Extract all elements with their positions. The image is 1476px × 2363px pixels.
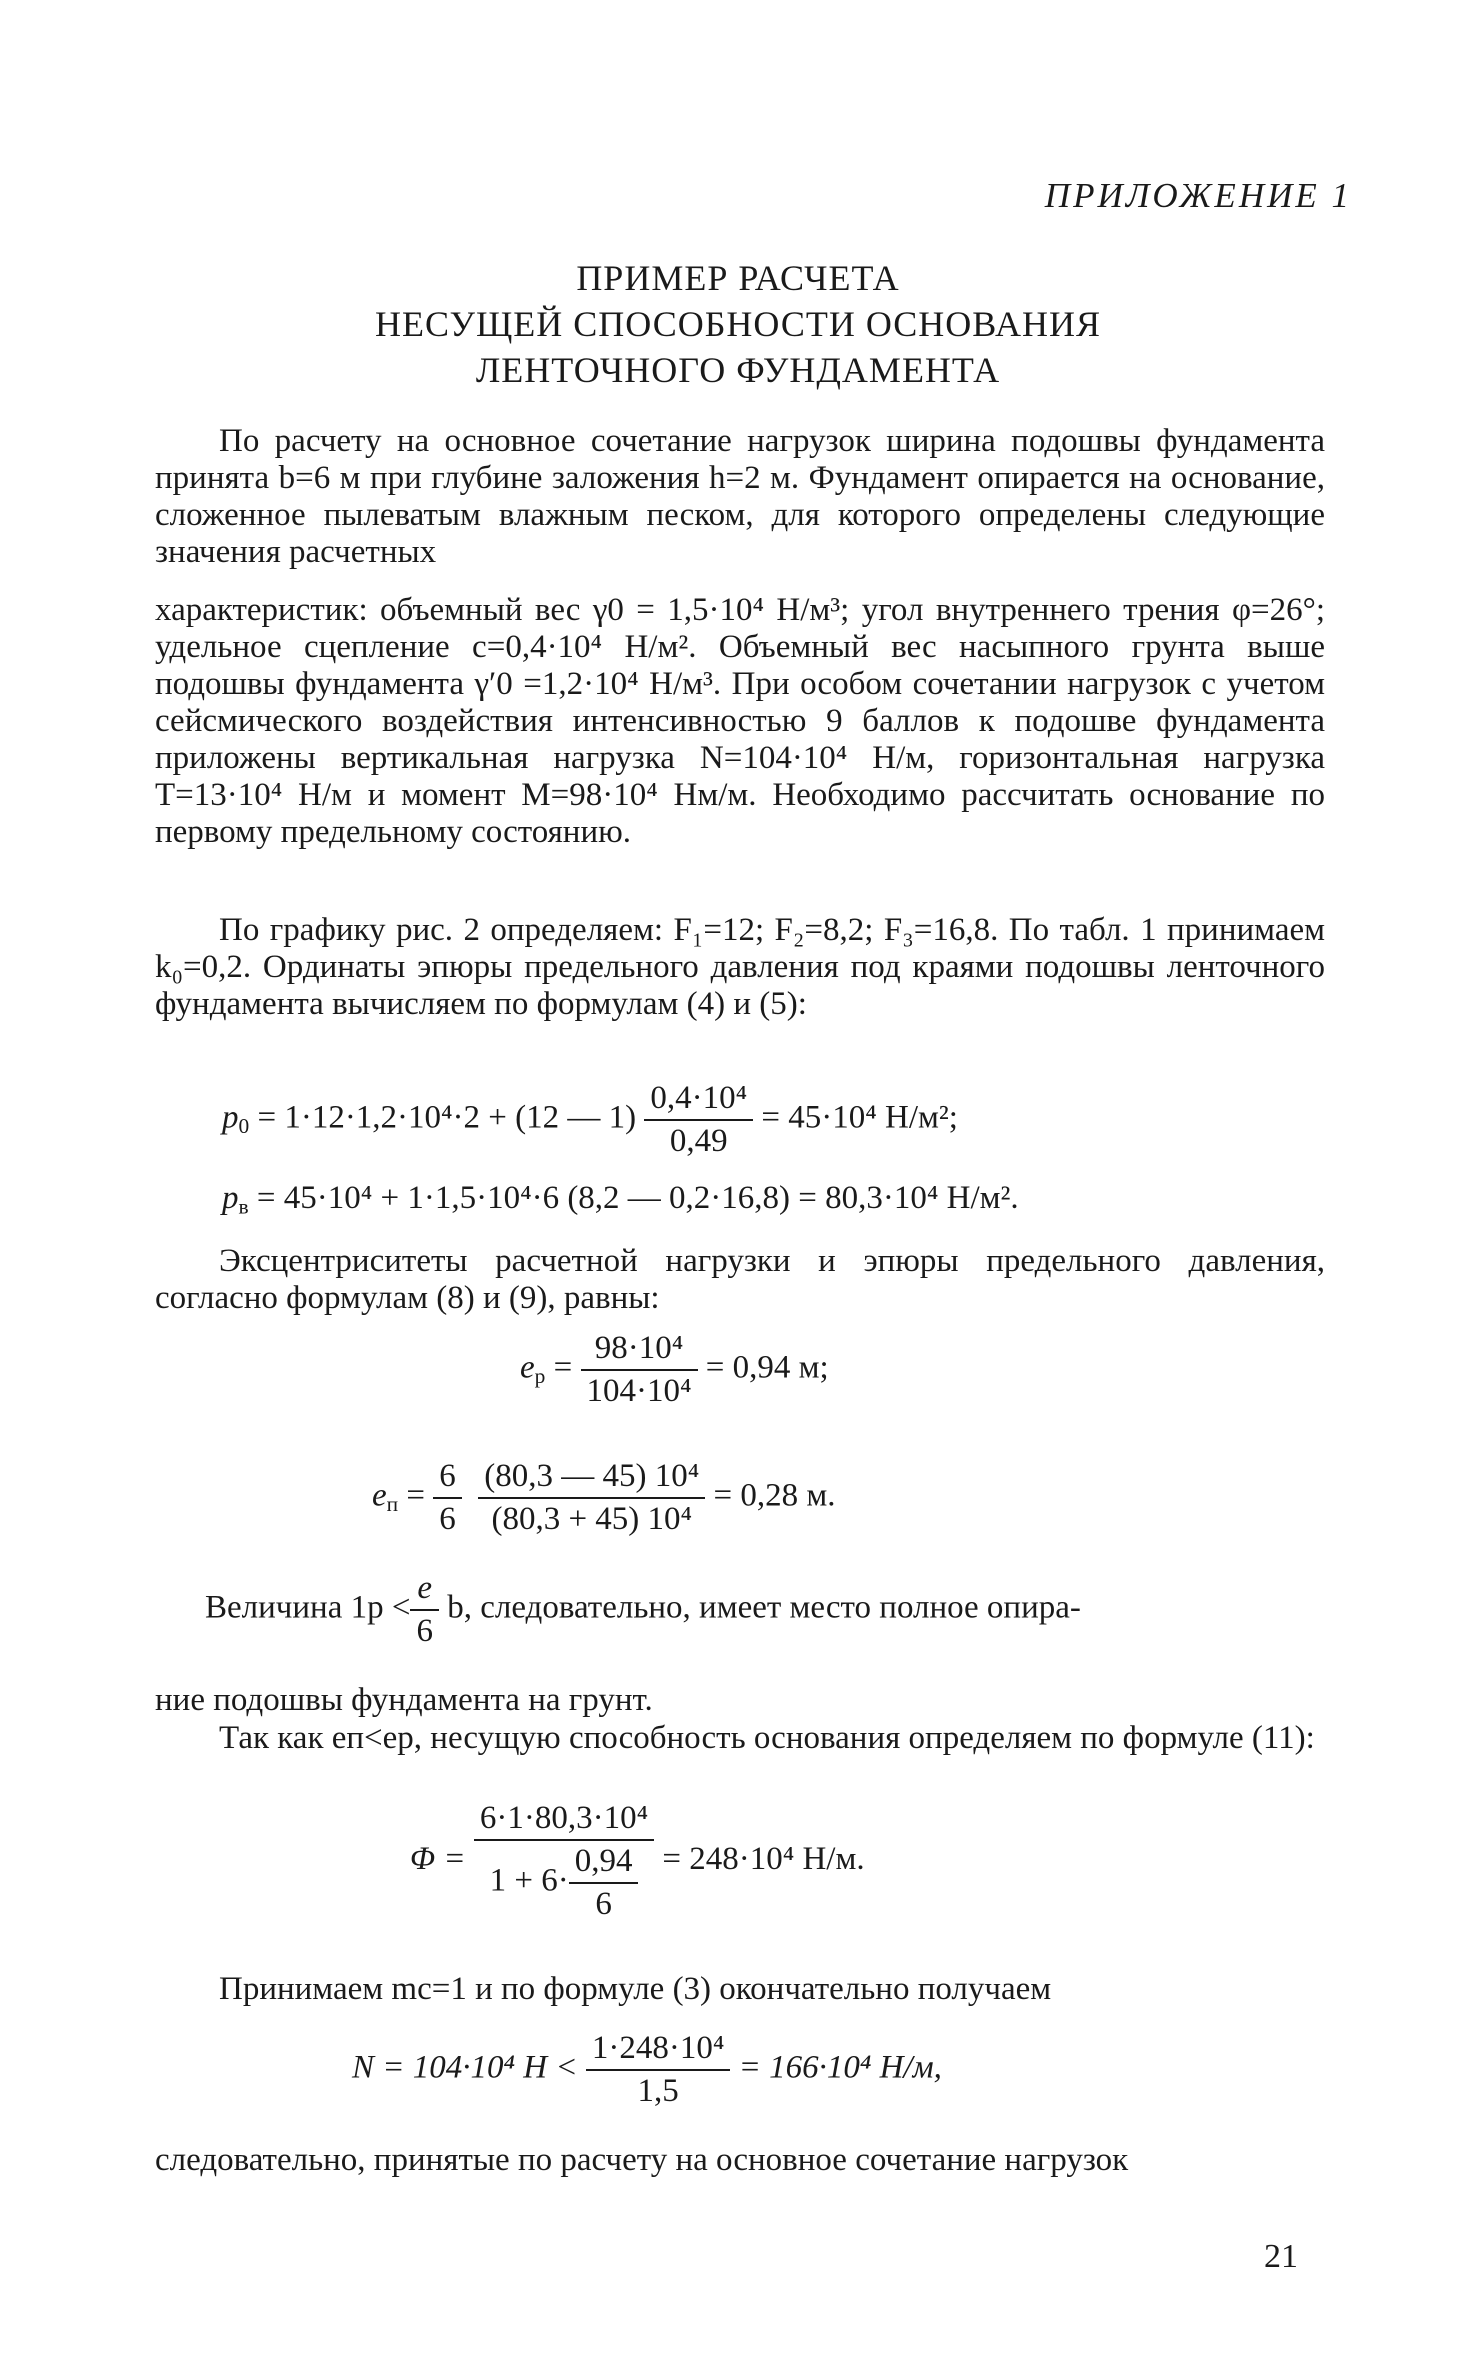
p0-numerator: 0,4·10⁴ bbox=[644, 1080, 753, 1121]
page-number: 21 bbox=[1264, 2238, 1298, 2275]
phi-fraction bbox=[474, 1800, 654, 1923]
phi-inner-denominator: 6 bbox=[595, 1886, 612, 1922]
en-f1-numerator: 6 bbox=[433, 1458, 462, 1499]
appendix-label: ПРИЛОЖЕНИЕ 1 bbox=[1044, 176, 1352, 215]
formula-n bbox=[352, 2030, 942, 2110]
title-line-1: ПРИМЕР РАСЧЕТА bbox=[576, 258, 900, 298]
phi-inner-numerator: 0,94 bbox=[569, 1843, 639, 1884]
ep-numerator: 98·10⁴ bbox=[581, 1330, 698, 1371]
en-fraction-2 bbox=[478, 1458, 705, 1538]
ep-denominator: 104·10⁴ bbox=[586, 1373, 692, 1409]
formula-p0 bbox=[222, 1080, 958, 1160]
n-result: = 166·10⁴ Н/м, bbox=[730, 2049, 942, 2086]
p0-fraction bbox=[644, 1080, 753, 1160]
ep-fraction bbox=[581, 1330, 698, 1410]
condition-numerator: e bbox=[410, 1570, 439, 1611]
p0-body: = 1·12·1,2·10⁴·2 + (12 — 1) bbox=[249, 1099, 645, 1136]
pv-sub: в bbox=[238, 1194, 249, 1219]
condition-lhs: 1р < bbox=[350, 1589, 411, 1626]
p0-symbol: p bbox=[222, 1099, 239, 1136]
paragraph-4: Эксцентриситеты расчетной нагрузки и эпюры предельного давления, согласно формулам (8) и (9), равны: bbox=[155, 1243, 1325, 1316]
p0-result: = 45·10⁴ Н/м²; bbox=[753, 1099, 958, 1136]
en-f1-denominator: 6 bbox=[439, 1501, 456, 1537]
pv-body: = 45·10⁴ + 1·1,5·10⁴·6 (8,2 — 0,2·16,8) = 80,3·10⁴ Н/м². bbox=[248, 1180, 1019, 1216]
formula-en: $e_п$ = $\frac{6}{6}$ $\frac{\text{(80,3 — 45) 10⁴}}{\text{(80,3 + 45) 10⁴}}$ = 0,28 м. bbox=[372, 1458, 836, 1537]
paragraph-6: ние подошвы фундамента на грунт. bbox=[155, 1682, 653, 1718]
paragraph-1: По расчету на основное сочетание нагрузок ширина подошвы фундамента принята b=6 м при глубине заложения h=2 м. Фундамент опирается на основание, сложенное пылеватым влажным песком, для которого определены следующие значения расчетных bbox=[155, 423, 1325, 570]
condition-line bbox=[205, 1570, 1081, 1650]
condition-fraction bbox=[410, 1570, 439, 1650]
en-symbol: e bbox=[372, 1477, 387, 1514]
phi-lhs: Φ = bbox=[410, 1841, 466, 1878]
phi-numerator: 6·1·80,3·10⁴ bbox=[474, 1800, 654, 1841]
p0-denominator: 0,49 bbox=[669, 1123, 728, 1159]
en-f2-denominator: (80,3 + 45) 10⁴ bbox=[491, 1501, 693, 1537]
phi-den-prefix: 1 + 6· bbox=[489, 1862, 569, 1899]
paragraph-9: следовательно, принятые по расчету на основное сочетание нагрузок bbox=[155, 2142, 1129, 2178]
paragraph-7: Так как eп<eр, несущую способность основания определяем по формуле (11): bbox=[219, 1720, 1315, 1756]
paragraph-2: характеристик: объемный вес γ0 = 1,5·10⁴ Н/м³; угол внутреннего трения φ=26°; удельное сцепление c=0,4·10⁴ Н/м². Объемный вес насыпного грунта выше подошвы фундамента γ′0 =1,2·10⁴ Н/м³. При особом сочетании нагрузок с учетом сейсмического воздействия интенсивностью 9 баллов к подошве фундамента приложены вертикальная нагрузка N=104·10⁴ Н/м, горизонтальная нагрузка T=13·10⁴ Н/м и момент M=98·10⁴ Нм/м. Необходимо рассчитать основание по первому предельному состоянию. bbox=[155, 592, 1325, 850]
condition-tail: b, следовательно, имеет место полное опира- bbox=[447, 1589, 1081, 1626]
pv-symbol: p bbox=[222, 1180, 239, 1216]
formula-ep: $e_р$ = $\frac{\text{98·10⁴}}{\text{104·10⁴}}$ = 0,94 м; bbox=[520, 1330, 829, 1409]
en-result: = 0,28 м. bbox=[705, 1477, 836, 1514]
en-sub: п bbox=[386, 1491, 399, 1516]
n-fraction bbox=[586, 2030, 730, 2110]
ep-symbol: e bbox=[520, 1349, 535, 1386]
n-numerator: 1·248·10⁴ bbox=[586, 2030, 730, 2071]
p0-sub: 0 bbox=[238, 1113, 250, 1138]
paragraph-8: Принимаем mc=1 и по формуле (3) окончательно получаем bbox=[219, 1971, 1052, 2007]
phi-denominator bbox=[474, 1841, 654, 1923]
condition-denominator: 6 bbox=[416, 1613, 433, 1649]
paragraph-3: По графику рис. 2 определяем: F₁=12; F₂=8,2; F₃=16,8. По табл. 1 принимаем k₀=0,2. Ординаты эпюры предельного давления под краями подошвы ленточного фундамента вычисляем по формулам (4) и (5): bbox=[155, 912, 1325, 1022]
en-f2-numerator: (80,3 — 45) 10⁴ bbox=[478, 1458, 705, 1499]
n-denominator: 1,5 bbox=[637, 2073, 679, 2109]
condition-lead: Величина bbox=[205, 1589, 343, 1626]
formula-phi bbox=[410, 1800, 865, 1923]
phi-inner-fraction bbox=[569, 1843, 639, 1923]
en-fraction-1 bbox=[433, 1458, 462, 1538]
ep-result: = 0,94 м; bbox=[697, 1349, 829, 1386]
title-line-3: ЛЕНТОЧНОГО ФУНДАМЕНТА bbox=[475, 350, 1001, 390]
title-line-2: НЕСУЩЕЙ СПОСОБНОСТИ ОСНОВАНИЯ bbox=[374, 304, 1102, 344]
formula-pv bbox=[222, 1180, 1019, 1217]
phi-result: = 248·10⁴ Н/м. bbox=[654, 1841, 865, 1878]
ep-sub: р bbox=[534, 1363, 546, 1388]
n-lhs: N = 104·10⁴ Н < bbox=[352, 2049, 578, 2086]
